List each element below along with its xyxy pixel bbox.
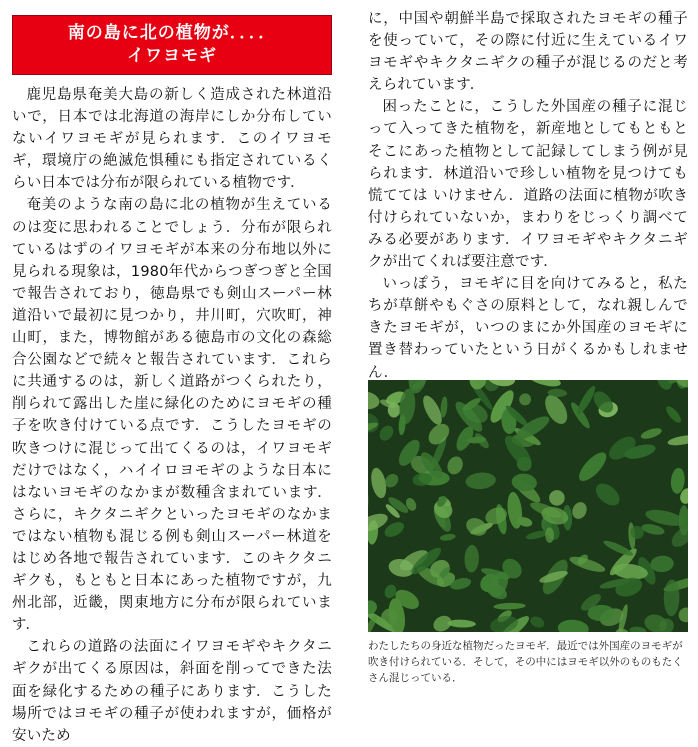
paragraph-4: 困ったことに，こうした外国産の種子に混じって入ってきた植物を，新産地としてもともとそこにあった植物として記録してしまう例が見られます．林道沿いで珍しい植物を見つけても慌てては いけません．道路の法面に植物が吹き付けられていないか，まわりをじっくり調べてみる必要があります．イワヨモギやキクタニギクが出てくれば要注意です． [368,99,688,271]
paragraph-5: いっぽう，ヨモギに目を向けてみると，私たちが草餅やもぐさの原料として，なれ親しんできたヨモギが，いつのまにか外国産のヨモギに置き替わっていたという日がくるかもしれません． [368,276,688,381]
paragraph-2: 奄美のような南の島に北の植物が生えているのは変に思われることでしょう．分布が限られているはずのイワヨモギが本来の分布地以外に見られる現象は，1980年代からつぎつぎと全国で報告されており，徳島県でも剣山スーパー林道沿いで最初に見つかり，井川町，穴吹町，神山町，また，博物館がある徳島市の文化の森総合公園などで続々と報告されています．これらに共通するのは，新しく道路がつくられたり，削られて露出した崖に緑化のためにヨモギの種子を吹き付けている点です．こうしたヨモギの吹きつけに混じって出てくるのは，イワヨモギだけではなく，ハイイロヨモギのような日本にはないヨモギのなかまが数種含まれています．さらに，キクタニギクといったヨモギのなかまではない植物も混じる例も剣山スーパー林道をはじめ各地で報告されています．このキクタニギクも，もともと日本にあった植物ですが，九州北部，近畿，関東地方に分布が限られています． [12,197,332,634]
title-line-1: 南の島に北の植物が．．．． [67,23,277,43]
paragraph-1: 鹿児島県奄美大島の新しく造成された林道沿いで，日本では北海道の海岸にしか分布していないイワヨモギが見られます．このイワヨモギ，環境庁の絶滅危惧種にも指定されているくらい日本では分布が限られている植物です． [12,87,332,192]
right-column [368,8,688,384]
article-title [12,15,332,75]
title-line-2: イワヨモギ [127,46,217,66]
mugwort-photo [368,380,688,632]
photo-caption: わたしたちの身近な植物だったヨモギ．最近では外国産のヨモギが吹き付けられている．そして，その中にはヨモギ以外のものもたくさん混じっている． [368,640,683,684]
paragraph-3-continued: に，中国や朝鮮半島で採取されたヨモギの種子を使っていて，その際に付近に生えているイワヨモギやキクタニギクの種子が混じるのだと考えられています． [368,11,688,94]
paragraph-3: これらの道路の法面にイワヨモギやキクタニギクが出てくる原因は，斜面を削ってできた法面を緑化するための種子にあります．こうした場所ではヨモギの種子が使われますが，価格が安いため [12,639,332,744]
mugwort-leaves-illustration [368,380,688,632]
left-column [12,84,332,747]
